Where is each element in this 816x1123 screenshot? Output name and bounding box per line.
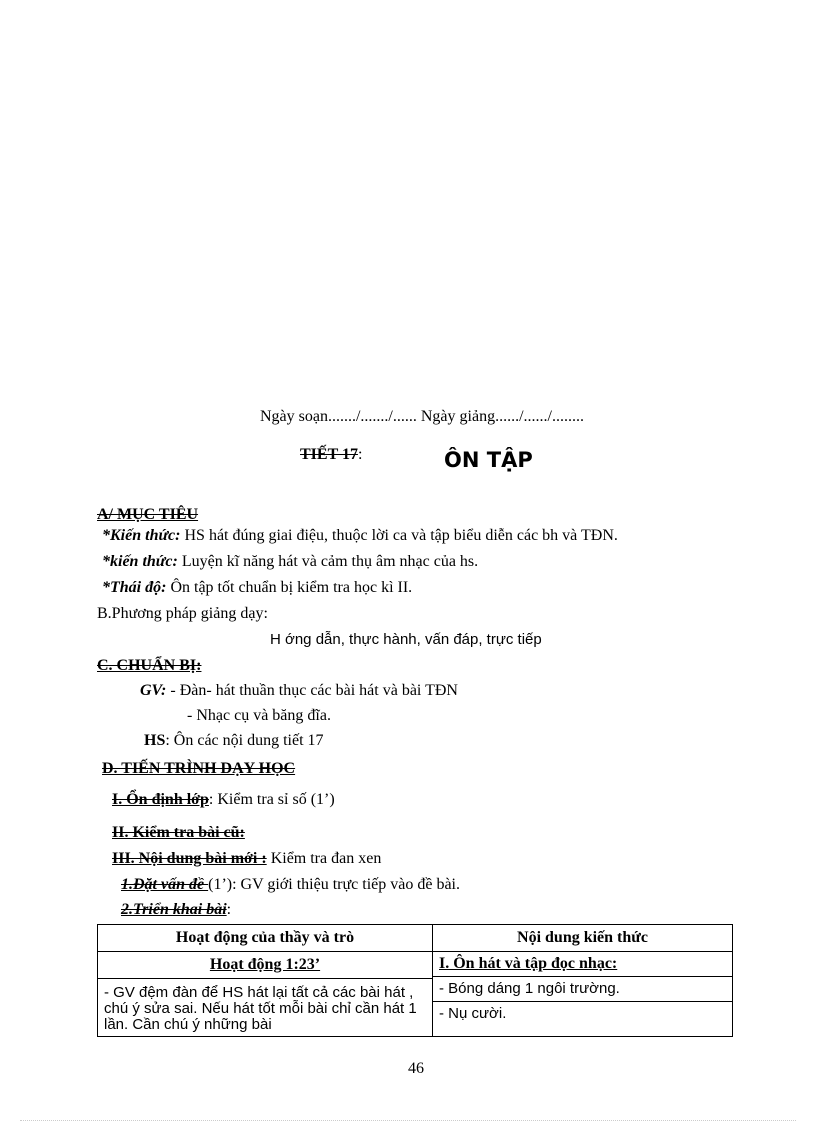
step-iii-text: Kiểm tra đan xen <box>266 850 382 867</box>
table-header-content: Nội dung kiến thức <box>433 925 733 952</box>
objective-skill-text: Luyện kĩ năng hát và cảm thụ âm nhạc của hs. <box>177 553 479 570</box>
content-item: - Nụ cười. <box>439 1005 507 1022</box>
content-item: - Bóng dáng 1 ngôi trường. <box>433 977 732 1002</box>
content-cell <box>433 952 733 1037</box>
page-bottom-divider <box>20 1120 796 1121</box>
step-iii-2-text: : <box>226 901 232 918</box>
step-iii <box>112 850 381 868</box>
objective-attitude-text: Ôn tập tốt chuẩn bị kiểm tra học kì II. <box>166 579 413 596</box>
objective-attitude-label: *Thái độ: <box>102 579 167 596</box>
objective-knowledge-text: HS hát đúng giai điệu, thuộc lời ca và tập biểu diễn các bh và TĐN. <box>180 527 618 544</box>
table-header-activity: Hoạt động của thầy và trò <box>98 925 433 952</box>
teacher-line2: - Nhạc cụ và băng đĩa. <box>187 707 331 724</box>
student-label: HS <box>144 732 166 749</box>
step-i <box>112 791 335 809</box>
section-a-heading: A/ MỤC TIÊU <box>97 506 199 523</box>
lesson-colon: : <box>357 446 363 463</box>
teacher-prep <box>140 682 458 700</box>
step-ii: II. Kiểm tra bài cũ: <box>112 824 245 841</box>
section-b-heading: B.Phương pháp giảng dạy: <box>97 605 268 622</box>
page-title: ÔN TẬP <box>444 448 533 472</box>
activity-cell <box>98 952 433 1037</box>
step-iii-1-label: 1.Đặt vấn đề <box>121 876 209 893</box>
section-c-heading: C. CHUẨN BỊ: <box>97 657 202 674</box>
step-iii-2 <box>121 901 231 919</box>
lesson-table <box>97 924 733 1037</box>
date-line: Ngày soạn......./......./...... Ngày giảng....../....../........ <box>260 408 584 425</box>
section-d-heading: D. TIẾN TRÌNH DẠY HỌC <box>102 760 296 777</box>
content-item: I. Ôn hát và tập đọc nhạc: <box>433 952 732 977</box>
lesson-label: TIẾT 17 <box>300 446 358 463</box>
step-i-text: : Kiểm tra sỉ số (1’) <box>208 791 335 808</box>
lesson-heading <box>300 446 362 464</box>
step-iii-1 <box>121 876 460 894</box>
teacher-label: GV: <box>140 682 167 699</box>
activity-title: Hoạt động 1:23’ <box>98 952 432 979</box>
teacher-line1: - Đàn- hát thuần thục các bài hát và bài TĐN <box>166 682 458 699</box>
activity-text: - GV đệm đàn để HS hát lại tất cả các bài hát , chú ý sửa sai. Nếu hát tốt mỗi bài chỉ cần hát 1 lần. Cần chú ý những bài <box>104 984 417 1033</box>
student-prep <box>144 732 324 750</box>
table-row <box>98 952 733 1037</box>
step-i-label: I. Ổn định lớp <box>112 791 209 808</box>
objective-knowledge-label: *Kiến thức: <box>102 527 181 544</box>
objective-attitude <box>102 579 412 597</box>
section-b-text: H ớng dẫn, thực hành, vấn đáp, trực tiếp <box>270 631 542 648</box>
step-iii-1-text: (1’): GV giới thiệu trực tiếp vào đề bài. <box>208 876 460 893</box>
student-text: : Ôn các nội dung tiết 17 <box>165 732 324 749</box>
table-header-row <box>98 925 733 952</box>
step-iii-label: III. Nội dung bài mới : <box>112 850 267 867</box>
page-number: 46 <box>408 1060 424 1077</box>
objective-skill-label: *kiến thức: <box>102 553 178 570</box>
objective-knowledge <box>102 527 618 545</box>
objective-skill <box>102 553 478 571</box>
step-iii-2-label: 2.Triển khai bài <box>121 901 227 918</box>
